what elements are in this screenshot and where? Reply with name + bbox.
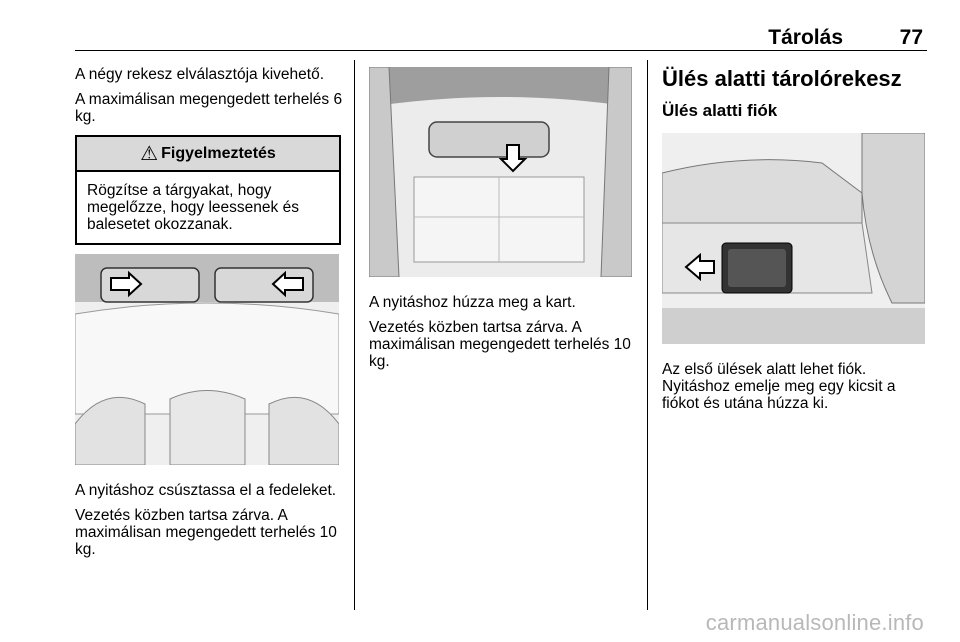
warning-triangle-icon: ⚠ <box>140 143 159 165</box>
column-divider-1 <box>354 60 355 610</box>
right-caption-1: Az első ülések alatt lehet fiók. <box>662 361 867 378</box>
left-captions <box>75 482 343 566</box>
under-seat-drawer-illustration <box>662 133 925 344</box>
right-headings <box>662 66 932 121</box>
middle-caption-1: A nyitáshoz húzza meg a kart. <box>369 294 576 311</box>
rear-storage-illustration <box>369 67 632 277</box>
watermark-text: carmanualsonline.info <box>705 610 924 635</box>
middle-captions <box>369 294 639 378</box>
warning-title: Figyelmeztetés <box>161 144 276 162</box>
section-heading: Ülés alatti tárolórekesz <box>662 66 902 91</box>
warning-body: Rögzítse a tárgyakat, hogy megelőzze, hogy leessenek és balesetet okozzanak. <box>87 182 299 233</box>
left-column <box>75 66 343 245</box>
overhead-storage-illustration <box>75 254 339 465</box>
column-divider-2 <box>647 60 648 610</box>
subsection-heading: Ülés alatti fiók <box>662 101 778 120</box>
warning-header <box>77 137 339 172</box>
right-captions <box>662 361 932 420</box>
middle-caption-2: Vezetés közben tartsa zárva. A maximálisan megengedett terhelés 10 kg. <box>369 319 631 370</box>
right-caption-2: Nyitáshoz emelje meg egy kicsit a fiókot és utána húzza ki. <box>662 378 896 412</box>
left-caption-1: A nyitáshoz csúsztassa el a fedeleket. <box>75 482 337 499</box>
page-number: 77 <box>899 26 923 49</box>
left-para-1: A négy rekesz elválasztója kivehető. <box>75 66 324 83</box>
left-caption-2: Vezetés közben tartsa zárva. A maximálisan megengedett terhelés 10 kg. <box>75 507 337 558</box>
page-header <box>75 22 927 51</box>
section-title: Tárolás <box>768 26 843 49</box>
left-para-2: A maximálisan megengedett terhelés 6 kg. <box>75 91 343 125</box>
warning-box <box>75 135 341 245</box>
